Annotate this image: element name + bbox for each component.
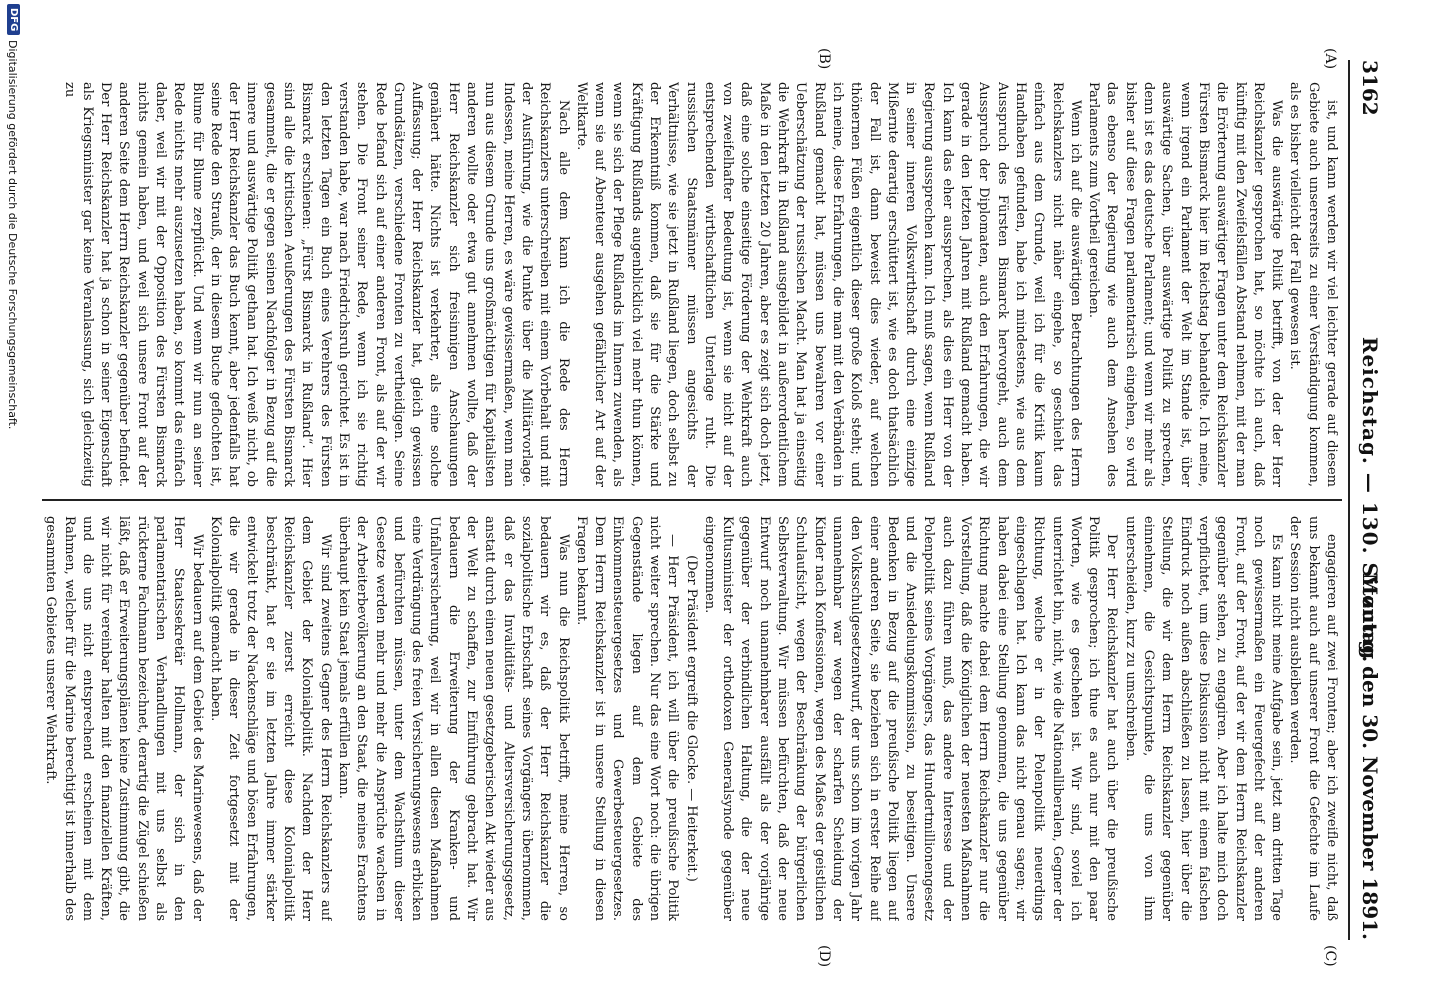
paragraph: Was nun die Reichspolitik betrifft, meine Herren, so bedauern wir es, daß der Herr Reichskanzler die sozialpolitische Erbschaft seines Vorgängers übernommen, daß er das Invaliditäts- und Altersversicherungsgesetz, anstatt durch einen neuen gesetzgeberischen Akt wieder aus der Welt zu schaffen, zur Einführung gebracht hat. Wir bedauern die Erweiterung der Kranken- und Unfallversicherung, weil wir in allen diesen Maßnahmen eine Verdrängung des freien Versicherungswesens erblicken und befürchten müssen, unter dem Wachsthum dieser Gesetze werden mehr und mehr die Ansprüche wachsen in der Arbeiterbevölkerung an den Staat, die meines Erachtens überhaupt kein Staat jemals erfüllen kann. <box>335 516 571 921</box>
column-divider <box>42 499 1342 501</box>
paragraph: Wir bedauern auf dem Gebiet des Marinewesens, daß der Herr Staatssekretär Hollmann, der sich in den parlamentarischen Verhandlungen mit uns selbst als rückterne Fachmann bezeichnet, derartig die Zügel schießen läßt, daß er Erweiterungsplänen keine Zustimmung gibt, die wir nicht für vereinbar halten mit den finanziellen Kräften, und die uns nicht entsprechend erscheinen mit dem Rahmen, welcher für die Marine berechtigt ist innerhalb des gesammten Gebietes unserer Wehrkraft. <box>43 516 205 921</box>
paragraph: Es kann nicht meine Aufgabe sein, jetzt am dritten Tage noch gewissermaßen ein Feuergefecht auf der anderen Front, auf der Front, auf der wir dem Herrn Reichskanzler gegenüber stehen, zu engagiren. Aber ich halte mich doch verpflichtet, um diese Diskussion nicht mit einem falschen Eindruck noch außen abschließen zu lassen, hier über die Stellung, die wir dem Herrn Reichskanzler gegenüber einnehmen, die Gesichtspunkte, die uns von ihm unterscheiden, kurz zu umschreiben. <box>1122 516 1285 921</box>
margin-marker-a: (A) <box>1322 48 1338 70</box>
paragraph: Nach alle dem kann ich die Rede des Herrn Reichskanzlers unterschreiben mit einem Vorbehalt und mit der Ausführung, wie die Punkte über die Militärvorlage. Indessen, meine Herren, es wäre gewissermaßen, wenn man nun aus diesem Grunde uns großmächtigen für Kapitalisten anderen wollte oder etwa gut annehmen wollte, daß der Herr Reichskanzler sich freisinnigen Anschauungen genähert hätte. Nichts ist verkehrter, als eine solche Auffassung; der Herr Reichskanzler hat, gleich gewissen Grundsätzen, verschiedene Fronten zu vertheidigen. Seine Rede befand sich auf einer anderen Front, als auf der wir stehen. Die Front seiner Rede, wenn ich sie richtig verstanden habe, war nach Friedrichsruh gerichtet. Es ist in den letzten Tagen ein Buch eines Verehrers des Fürsten Bismarck erschienen: „Fürst Bismarck in Rußland“. Hier sind alle die kritischen Aeußerungen des Fürsten Bismarck gesammelt, die er gegen seinen Nachfolger in Bezug auf die innere und auswärtige Politik gethan hat. Ich weiß nicht, ob der Herr Reichskanzler das Buch kennt, aber jedenfalls hat seine Rede den Strauß, der in diesem Buche geflochten ist, Blume für Blume zerpflückt. Und wenn wir nun an seiner Rede nichts mehr auszusetzen haben, so kommt das einfach daher, weil wir mit der Opposition des Fürsten Bismarck nichts gemein haben, und weil sich unsere Front auf der anderen Seite dem Herrn Reichskanzler gegenüber befindet. Der Herr Reichskanzler hat ja schon in seiner Eigenschaft als Kriegsminister gar keine Veranlassung, sich gleichzeitig zu <box>61 82 571 487</box>
page-number: 3162 <box>1358 60 1382 116</box>
paragraph: Wir sind zweitens Gegner des Herrn Reichskanzlers auf dem Gebiet der Kolonialpolitik. Nachdem der Herr Reichskanzler zuerst erreicht diese Kolonialpolitik beschränkt, hat er sie im letzten Jahre immer stärker entwickelt trotz der Nackenschläge und bösen Erfahrungen, die wir gerade in dieser Zeit fortgesetzt mit der Kolonialpolitik gemacht haben. <box>207 516 333 921</box>
paragraph: — Herr Präsident, ich will über die preußische Politik nicht weiter sprechen. Nur das eine Wort noch: die übrigen Gegenstände liegen auf dem Gebiete des Einkommensteuergesetzes und Gewerbesteuergesetzes. Dem Herrn Reichskanzler ist in unsere Stellung in diesen Fragen bekannt. <box>573 516 681 921</box>
digitization-footer <box>2 0 22 1000</box>
header-rule <box>1348 60 1350 940</box>
paragraph: Was die auswärtige Politik betrifft, von der der Herr Reichskanzler gesprochen hat, so möchte ich auch, daß künftig mit den Zweifelsfällen Abstand nehmen, mit der man die Erörterung auswärtiger Fragen unter dem Reichskanzler Fürsten Bismarck hier im Reichstag behandelte. Ich meine, wenn irgend ein Parlament der Welt im Stande ist, über auswärtige Sachen, über auswärtige Politik zu sprechen, denn ist es das deutsche Parlament; und wenn wir mehr als bisher auf diese Fragen parlamentarisch eingehen, so wird das ebenso der Regierung wie auch dem Ansehen des Parlaments zum Vortheil gereichen. <box>1086 82 1285 487</box>
page-title: Reichstag. — 130. Sitzung. <box>1358 336 1382 664</box>
paragraph: ist, und kann werden wir viel leichter gerade auf diesem Gebiete auch unsererseits zu einer Verständigung kommen, als es bisher vielleicht der Fall gewesen ist. <box>1287 82 1339 487</box>
margin-marker-d: (D) <box>816 945 832 968</box>
paragraph: engagieren auf zwei Fronten; aber ich zweifle nicht, daß uns bekannt auch auf unserer Front die Gefechte im Laufe der Session nicht ausbleiben werden. <box>1287 516 1339 921</box>
paragraph: Der Herr Reichskanzler hat auch über die preußische Politik gesprochen; ich thue es auch nur mit den paar Worten, wie es geschehen ist. Wir sind, soviel ich unterrichtet bin, nicht, wie die Nationalliberalen, Gegner der Richtung, welche er in der Polenpolitik neuerdings eingeschlagen hat. Ich kann das nicht genau sagen; wir haben dabei eine Stellung genommen, die uns gegenüber Richtung machte dabei dem Herrn Reichskanzler nur die Vorstellung, daß die Königlichen der neuesten Maßnahmen auch dazu führen muß, das andere Interesse und der Polenpolitik seines Vorgängers, das Hundertmillionengesetz und die Ansiedelungskommission, zu beseitigen. Unsere Bedenken in Bezug auf die preußische Politik liegen auf einer anderen Seite, sie beziehen sich in erster Reihe auf den Volksschulgesetzentwurf, der uns schon im vorigen Jahr unannehmbar war wegen der scharfen Scheidung der Kinder nach Konfessionen, wegen des Maßes der geistlichen Schulaufsicht, wegen der Beschränkung der bürgerlichen Selbstverwaltung. Wir müssen befürchten, daß der neue Entwurf noch unannehmbarer ausfällt als der vorjährige gegenüber der verbindlichen Haltung, die der neue Kultusminister der orthodoxen Generalsynode gegenüber eingenommen. <box>701 516 1120 921</box>
page-header <box>1352 60 1392 940</box>
left-column <box>40 82 1340 487</box>
right-column <box>40 516 1340 921</box>
paragraph: Wenn ich auf die auswärtigen Betrachtungen des Herrn Reichskanzlers nicht näher eingehe, so geschieht das einfach aus dem Grunde, weil ich für die Kritik kaum Handhaben gefunden, habe ich mindestens, wie aus dem Ausspruch des Fürsten Bismarck hervorgeht, auch dem Ausspruch der Diplomaten, auch den Erfahrungen, die wir gerade in den letzten Jahren mit Rußland gemacht haben. Ich kann das eher aussprechen, als dies ein Herr von der Regierung aussprechen kann. Ich muß sagen, wenn Rußland in seiner inneren Volkswirthschaft durch eine einzige Mißernte derartig erschüttert ist, wie es doch thatsächlich der Fall ist, dann beweist dies wieder, auf welchen thönernen Füßen eigentlich dieser große Koloß steht; und ich meine, diese Erfahrungen, die man mit den Verbänden in Rußland gemacht hat, müssen uns bewahren vor einer Ueberschätzung der russischen Macht. Man hat ja einseitig die Wehrkraft in Rußland ausgebildet in außerordentlichem Maße in den letzten 20 Jahren, aber es zeigt sich doch jetzt, daß eine solche einseitige Förderung der Wehrkraft auch von zweifelhafter Bedeutung ist, wenn sie nicht auf der entsprechenden wirthschaftlichen Unterlage ruht. Die russischen Staatsmänner müssen angesichts der Verhältnisse, wie sie jetzt in Rußland liegen, doch selbst zu der Erkenntniß kommen, daß sie für die Stärke und Kräftigung Rußlands augenblicklich viel mehr thun können, wenn sie sich der Pflege Rußlands im Innern zuwenden, als wenn sie auf Abenteuer ausgehen gefährlicher Art auf der Weltkarte. <box>573 82 1083 487</box>
margin-marker-c: (C) <box>1322 945 1338 967</box>
stage-direction: (Der Präsident ergreift die Glocke. — Heiterkeit.) <box>683 555 699 882</box>
dfg-logo: DFG <box>7 4 20 35</box>
funding-credit: Digitalisierung gefördert durch die Deutsche Forschungsgemeinschaft. <box>6 40 19 430</box>
margin-marker-b: (B) <box>816 48 832 70</box>
session-date: Montag den 30. November 1891. <box>1358 572 1382 940</box>
